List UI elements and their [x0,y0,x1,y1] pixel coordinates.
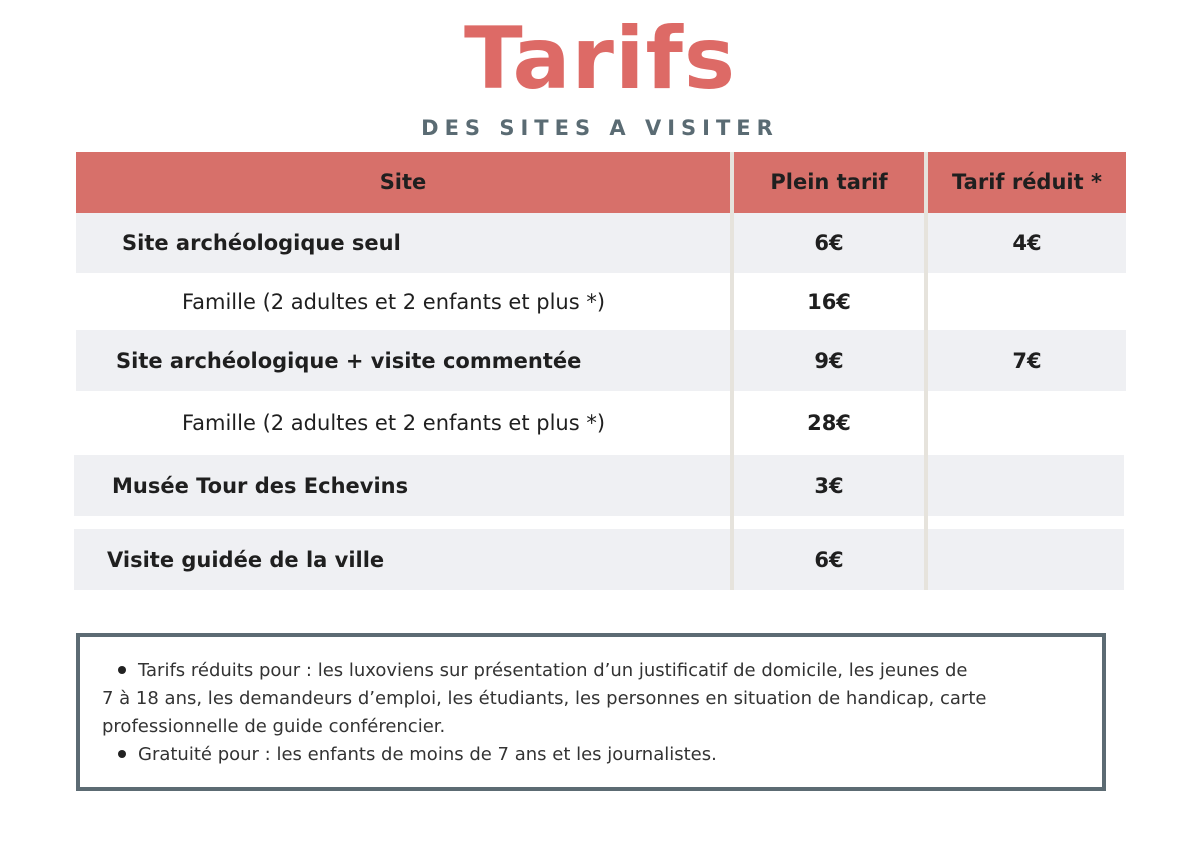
column-divider [924,152,928,590]
row-reduit-price [928,455,1124,516]
column-divider [730,152,734,590]
note-free-entry [102,741,1082,769]
pricing-table [76,152,1126,592]
note-line: Gratuité pour : les enfants de moins de 7 ans et les journalistes. [138,744,717,765]
row-site-name: Famille (2 adultes et 2 enfants et plus *) [182,411,606,435]
table-row [76,391,1126,455]
row-plein-price: 6€ [814,547,844,572]
row-plein-price: 6€ [814,231,844,255]
row-plein-price: 16€ [807,289,851,314]
table-row [76,330,1126,391]
row-site-name: Musée Tour des Echevins [112,473,409,498]
note-line: 7 à 18 ans, les demandeurs d’emploi, les étudiants, les personnes en situation de handicap, carte [102,688,987,709]
table-row [76,273,1126,330]
notes-text [102,657,1082,769]
page-title: Tarifs [463,9,737,109]
note-reduced-rates [102,657,1082,685]
row-reduit-price [928,273,1126,330]
row-site-name: Site archéologique + visite commentée [116,348,582,373]
table-row [74,529,1124,590]
header-plein-tarif: Plein tarif [734,152,924,213]
note-line: Tarifs réduits pour : les luxoviens sur présentation d’un justificatif de domicile, les jeunes de [138,660,968,681]
row-reduit-price: 7€ [1012,348,1042,373]
row-site-name: Site archéologique seul [122,231,401,255]
header-tarif-reduit: Tarif réduit * [928,152,1126,213]
row-plein-price: 3€ [814,473,844,498]
notes-box [76,633,1106,791]
row-reduit-price [928,391,1126,455]
row-plein-price: 9€ [814,348,844,373]
row-reduit-price [928,529,1124,590]
row-reduit-price: 4€ [1012,231,1042,255]
header-site: Site [76,152,730,213]
page-subtitle: DES SITES A VISITER [421,116,779,140]
note-line: professionnelle de guide conférencier. [102,716,446,737]
bullet-icon [118,750,126,758]
table-row [76,213,1126,273]
row-site-name: Famille (2 adultes et 2 enfants et plus *) [182,289,606,314]
bullet-icon [118,666,126,674]
row-plein-price: 28€ [807,411,851,435]
row-site-name: Visite guidée de la ville [107,547,385,572]
table-row [74,455,1124,516]
